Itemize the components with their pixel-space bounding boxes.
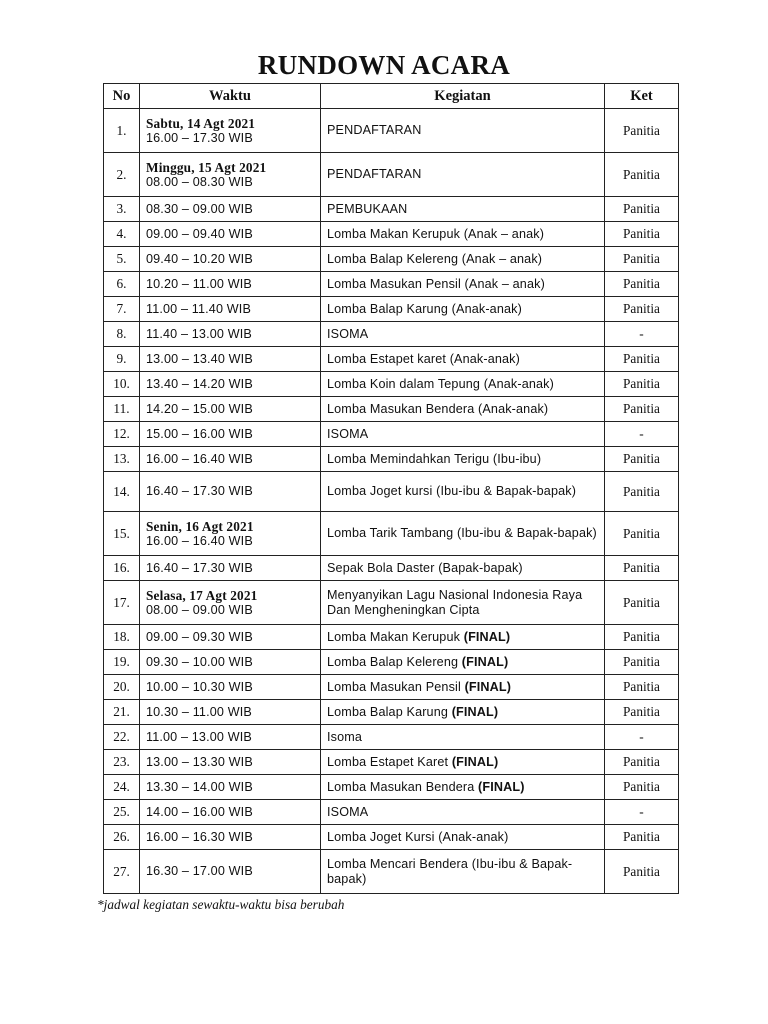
row-time: 09.00 – 09.30 WIB bbox=[146, 629, 253, 644]
row-kegiatan bbox=[321, 825, 605, 850]
row-number: 10. bbox=[104, 372, 140, 397]
row-ket: Panitia bbox=[605, 153, 679, 197]
row-activity: ISOMA bbox=[327, 804, 369, 819]
row-kegiatan bbox=[321, 322, 605, 347]
table-row bbox=[104, 512, 679, 556]
row-number: 23. bbox=[104, 750, 140, 775]
row-waktu bbox=[140, 512, 321, 556]
row-number: 8. bbox=[104, 322, 140, 347]
row-kegiatan bbox=[321, 197, 605, 222]
row-number: 4. bbox=[104, 222, 140, 247]
row-waktu bbox=[140, 850, 321, 894]
row-kegiatan bbox=[321, 247, 605, 272]
row-activity: PENDAFTARAN bbox=[327, 167, 422, 181]
row-number: 12. bbox=[104, 422, 140, 447]
row-kegiatan bbox=[321, 512, 605, 556]
table-row bbox=[104, 247, 679, 272]
row-kegiatan bbox=[321, 625, 605, 650]
table-row bbox=[104, 222, 679, 247]
table-row bbox=[104, 372, 679, 397]
row-ket: Panitia bbox=[605, 700, 679, 725]
row-kegiatan bbox=[321, 447, 605, 472]
row-ket: Panitia bbox=[605, 447, 679, 472]
row-kegiatan bbox=[321, 675, 605, 700]
row-waktu bbox=[140, 472, 321, 512]
row-activity: PEMBUKAAN bbox=[327, 201, 408, 216]
row-ket: Panitia bbox=[605, 556, 679, 581]
row-ket: - bbox=[605, 800, 679, 825]
row-time: 16.00 – 16.40 WIB bbox=[146, 451, 253, 466]
row-time: 09.30 – 10.00 WIB bbox=[146, 654, 253, 669]
row-waktu bbox=[140, 347, 321, 372]
row-day: Senin, 16 Agt 2021 bbox=[146, 518, 254, 534]
header-no: No bbox=[104, 84, 140, 109]
table-row bbox=[104, 447, 679, 472]
row-waktu bbox=[140, 109, 321, 153]
row-number: 25. bbox=[104, 800, 140, 825]
row-waktu bbox=[140, 322, 321, 347]
table-row bbox=[104, 581, 679, 625]
row-ket: Panitia bbox=[605, 197, 679, 222]
row-activity: Lomba Masukan Bendera (Anak-anak) bbox=[327, 401, 549, 416]
row-waktu bbox=[140, 297, 321, 322]
row-ket: - bbox=[605, 725, 679, 750]
table-row bbox=[104, 750, 679, 775]
row-ket: Panitia bbox=[605, 347, 679, 372]
row-kegiatan bbox=[321, 347, 605, 372]
row-activity: Lomba Memindahkan Terigu (Ibu-ibu) bbox=[327, 451, 542, 466]
row-ket: Panitia bbox=[605, 222, 679, 247]
row-number: 15. bbox=[104, 512, 140, 556]
row-waktu bbox=[140, 650, 321, 675]
table-row bbox=[104, 297, 679, 322]
row-number: 11. bbox=[104, 397, 140, 422]
row-time: 16.00 – 16.30 WIB bbox=[146, 829, 253, 844]
row-ket: Panitia bbox=[605, 750, 679, 775]
row-final-tag: (FINAL) bbox=[451, 754, 499, 769]
row-kegiatan bbox=[321, 725, 605, 750]
row-time: 15.00 – 16.00 WIB bbox=[146, 426, 253, 441]
row-kegiatan bbox=[321, 750, 605, 775]
row-number: 20. bbox=[104, 675, 140, 700]
row-waktu bbox=[140, 800, 321, 825]
row-activity: Lomba Joget kursi (Ibu-ibu & Bapak-bapak) bbox=[327, 484, 577, 498]
row-ket: - bbox=[605, 322, 679, 347]
row-final-tag: (FINAL) bbox=[463, 629, 511, 644]
row-time: 13.30 – 14.00 WIB bbox=[146, 779, 253, 794]
row-ket: Panitia bbox=[605, 825, 679, 850]
row-number: 19. bbox=[104, 650, 140, 675]
row-kegiatan bbox=[321, 556, 605, 581]
row-ket: - bbox=[605, 422, 679, 447]
row-final-tag: (FINAL) bbox=[478, 779, 525, 794]
row-kegiatan bbox=[321, 700, 605, 725]
row-kegiatan bbox=[321, 650, 605, 675]
row-ket: Panitia bbox=[605, 850, 679, 894]
row-activity: Isoma bbox=[327, 729, 363, 744]
row-kegiatan bbox=[321, 775, 605, 800]
row-time: 11.00 – 13.00 WIB bbox=[146, 729, 252, 744]
row-ket: Panitia bbox=[605, 775, 679, 800]
row-kegiatan bbox=[321, 272, 605, 297]
row-ket: Panitia bbox=[605, 372, 679, 397]
row-time: 08.00 – 08.30 WIB bbox=[146, 174, 253, 189]
row-time: 08.00 – 09.00 WIB bbox=[146, 602, 253, 617]
row-kegiatan bbox=[321, 422, 605, 447]
rundown-table bbox=[103, 83, 679, 894]
row-time: 11.40 – 13.00 WIB bbox=[146, 326, 252, 341]
row-number: 3. bbox=[104, 197, 140, 222]
table-row bbox=[104, 850, 679, 894]
row-kegiatan bbox=[321, 397, 605, 422]
row-waktu bbox=[140, 247, 321, 272]
row-kegiatan bbox=[321, 800, 605, 825]
row-waktu bbox=[140, 556, 321, 581]
header-kegiatan: Kegiatan bbox=[321, 84, 605, 109]
row-time: 09.40 – 10.20 WIB bbox=[146, 251, 253, 266]
row-waktu bbox=[140, 222, 321, 247]
table-row bbox=[104, 197, 679, 222]
row-waktu bbox=[140, 700, 321, 725]
row-number: 5. bbox=[104, 247, 140, 272]
table-header-row bbox=[104, 84, 679, 109]
row-time: 16.00 – 17.30 WIB bbox=[146, 130, 253, 145]
row-activity: Lomba Mencari Bendera (Ibu-ibu & Bapak-bapak) bbox=[327, 856, 573, 886]
table-row bbox=[104, 556, 679, 581]
table-row bbox=[104, 825, 679, 850]
row-number: 24. bbox=[104, 775, 140, 800]
row-time: 16.40 – 17.30 WIB bbox=[146, 560, 253, 575]
row-time: 14.00 – 16.00 WIB bbox=[146, 804, 253, 819]
row-waktu bbox=[140, 581, 321, 625]
row-activity: Lomba Balap Karung bbox=[327, 704, 449, 719]
row-kegiatan bbox=[321, 109, 605, 153]
row-ket: Panitia bbox=[605, 512, 679, 556]
row-activity: Lomba Estapet karet (Anak-anak) bbox=[327, 351, 520, 366]
table-row bbox=[104, 472, 679, 512]
row-time: 13.00 – 13.40 WIB bbox=[146, 351, 253, 366]
row-kegiatan bbox=[321, 372, 605, 397]
row-ket: Panitia bbox=[605, 397, 679, 422]
row-number: 17. bbox=[104, 581, 140, 625]
row-ket: Panitia bbox=[605, 297, 679, 322]
header-ket: Ket bbox=[605, 84, 679, 109]
row-number: 6. bbox=[104, 272, 140, 297]
header-waktu: Waktu bbox=[140, 84, 321, 109]
row-ket: Panitia bbox=[605, 472, 679, 512]
row-waktu bbox=[140, 197, 321, 222]
row-number: 18. bbox=[104, 625, 140, 650]
row-time: 10.20 – 11.00 WIB bbox=[146, 276, 252, 291]
row-time: 11.00 – 11.40 WIB bbox=[146, 301, 251, 316]
table-row bbox=[104, 700, 679, 725]
row-ket: Panitia bbox=[605, 675, 679, 700]
row-activity: Lomba Masukan Bendera bbox=[327, 779, 475, 794]
row-number: 26. bbox=[104, 825, 140, 850]
row-waktu bbox=[140, 447, 321, 472]
row-activity: Lomba Balap Kelereng (Anak – anak) bbox=[327, 251, 543, 266]
table-body bbox=[104, 109, 679, 894]
row-number: 2. bbox=[104, 153, 140, 197]
table-row bbox=[104, 347, 679, 372]
row-number: 27. bbox=[104, 850, 140, 894]
row-waktu bbox=[140, 272, 321, 297]
row-ket: Panitia bbox=[605, 272, 679, 297]
table-row bbox=[104, 775, 679, 800]
row-number: 9. bbox=[104, 347, 140, 372]
row-time: 16.40 – 17.30 WIB bbox=[146, 484, 253, 498]
table-row bbox=[104, 675, 679, 700]
row-final-tag: (FINAL) bbox=[461, 654, 509, 669]
row-time: 14.20 – 15.00 WIB bbox=[146, 401, 253, 416]
row-number: 21. bbox=[104, 700, 140, 725]
row-activity: ISOMA bbox=[327, 426, 369, 441]
row-waktu bbox=[140, 422, 321, 447]
table-row bbox=[104, 725, 679, 750]
row-ket: Panitia bbox=[605, 625, 679, 650]
row-waktu bbox=[140, 725, 321, 750]
row-time: 10.00 – 10.30 WIB bbox=[146, 679, 253, 694]
row-day: Selasa, 17 Agt 2021 bbox=[146, 587, 258, 603]
table-row bbox=[104, 397, 679, 422]
row-kegiatan bbox=[321, 472, 605, 512]
table-row bbox=[104, 109, 679, 153]
row-number: 13. bbox=[104, 447, 140, 472]
row-activity: Lomba Joget Kursi (Anak-anak) bbox=[327, 829, 509, 844]
row-time: 16.00 – 16.40 WIB bbox=[146, 533, 253, 548]
row-activity: Lomba Masukan Pensil (Anak – anak) bbox=[327, 276, 545, 291]
row-waktu bbox=[140, 625, 321, 650]
row-kegiatan bbox=[321, 297, 605, 322]
table-row bbox=[104, 153, 679, 197]
row-activity: PENDAFTARAN bbox=[327, 123, 422, 137]
row-ket: Panitia bbox=[605, 650, 679, 675]
row-day: Minggu, 15 Agt 2021 bbox=[146, 159, 267, 175]
row-number: 22. bbox=[104, 725, 140, 750]
row-kegiatan bbox=[321, 222, 605, 247]
row-ket: Panitia bbox=[605, 247, 679, 272]
table-row bbox=[104, 800, 679, 825]
table-row bbox=[104, 422, 679, 447]
row-number: 7. bbox=[104, 297, 140, 322]
row-kegiatan bbox=[321, 581, 605, 625]
row-number: 14. bbox=[104, 472, 140, 512]
row-final-tag: (FINAL) bbox=[451, 704, 499, 719]
row-activity: Lomba Makan Kerupuk (Anak – anak) bbox=[327, 226, 545, 241]
row-activity: Lomba Balap Karung (Anak-anak) bbox=[327, 301, 522, 316]
row-activity: Lomba Tarik Tambang (Ibu-ibu & Bapak-bapak) bbox=[327, 526, 597, 540]
row-waktu bbox=[140, 372, 321, 397]
row-activity: ISOMA bbox=[327, 326, 369, 341]
row-time: 13.00 – 13.30 WIB bbox=[146, 754, 253, 769]
row-number: 16. bbox=[104, 556, 140, 581]
table-row bbox=[104, 272, 679, 297]
table-row bbox=[104, 650, 679, 675]
row-time: 13.40 – 14.20 WIB bbox=[146, 376, 253, 391]
row-time: 09.00 – 09.40 WIB bbox=[146, 226, 253, 241]
row-time: 08.30 – 09.00 WIB bbox=[146, 201, 253, 216]
row-waktu bbox=[140, 675, 321, 700]
row-time: 10.30 – 11.00 WIB bbox=[146, 704, 252, 719]
row-final-tag: (FINAL) bbox=[464, 679, 512, 694]
row-waktu bbox=[140, 750, 321, 775]
table-row bbox=[104, 322, 679, 347]
row-time: 16.30 – 17.00 WIB bbox=[146, 864, 253, 878]
row-activity: Lomba Masukan Pensil bbox=[327, 679, 461, 694]
row-waktu bbox=[140, 153, 321, 197]
row-waktu bbox=[140, 397, 321, 422]
row-activity: Lomba Balap Kelereng bbox=[327, 654, 459, 669]
page-title: RUNDOWN ACARA bbox=[257, 50, 511, 80]
row-kegiatan bbox=[321, 850, 605, 894]
row-activity: Lomba Koin dalam Tepung (Anak-anak) bbox=[327, 376, 554, 391]
table-row bbox=[104, 625, 679, 650]
row-ket: Panitia bbox=[605, 581, 679, 625]
row-number: 1. bbox=[104, 109, 140, 153]
row-activity: Lomba Estapet Karet bbox=[327, 754, 449, 769]
row-waktu bbox=[140, 825, 321, 850]
row-waktu bbox=[140, 775, 321, 800]
row-day: Sabtu, 14 Agt 2021 bbox=[146, 115, 256, 131]
row-activity: Lomba Makan Kerupuk bbox=[327, 629, 461, 644]
schedule-note: *jadwal kegiatan sewaktu-waktu bisa berubah bbox=[97, 897, 345, 912]
row-activity: Menyanyikan Lagu Nasional Indonesia Raya Dan Mengheningkan Cipta bbox=[327, 587, 583, 617]
row-ket: Panitia bbox=[605, 109, 679, 153]
row-kegiatan bbox=[321, 153, 605, 197]
row-activity: Sepak Bola Daster (Bapak-bapak) bbox=[327, 560, 523, 575]
